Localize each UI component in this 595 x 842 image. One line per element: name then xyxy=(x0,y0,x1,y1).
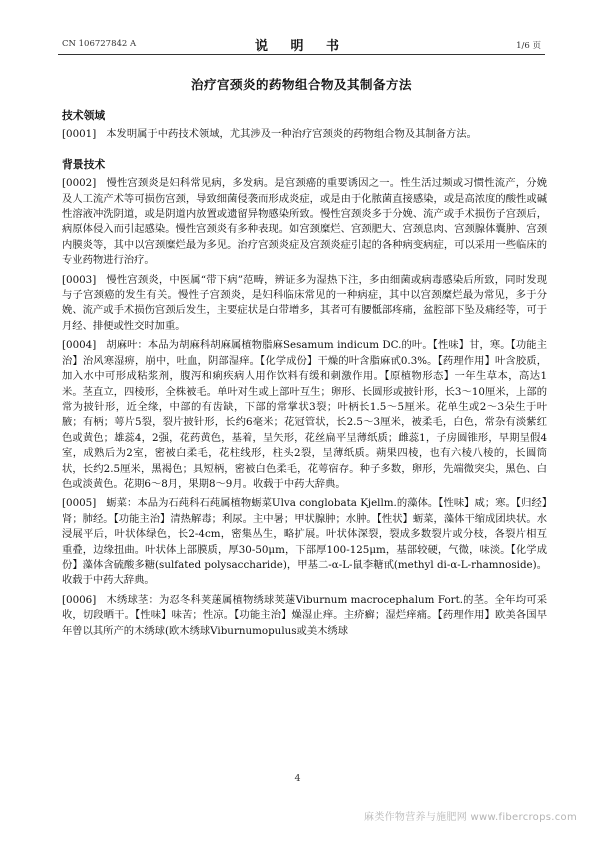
document-body xyxy=(62,108,547,639)
paragraph-number: [0002] xyxy=(62,177,97,190)
page-header xyxy=(58,34,545,55)
paragraph xyxy=(62,273,547,335)
paragraph-number: [0006] xyxy=(62,593,97,606)
paragraph-text: 慢性宫颈炎是妇科常见病，多发病。是宫颈癌的重要诱因之一。性生活过频或习惯性流产，分娩及人工流产术等可损伤宫颈，导致细菌侵袭而形成炎症，或是由于化脓菌直接感染，或是高浓度的酸性或碱性溶液冲洗阴道，或是阴道内放置或遗留异物感染所致。慢性宫颈炎多于分娩、流产或手术损伤子宫颈后，病原体侵入而引起感染。慢性宫颈炎有多种表现。如宫颈糜烂、宫颈肥大、宫颈息肉、宫颈腺体囊肿、宫颈内膜炎等，其中以宫颈糜烂最为多见。治疗宫颈炎症及宫颈炎症引起的各种病变病症，可以采用一些临床的专业药物进行治疗。 xyxy=(62,177,547,267)
paragraph-number: [0003] xyxy=(62,273,97,286)
page-info: 1/6 页 xyxy=(516,41,541,51)
paragraph xyxy=(62,593,547,639)
page-number: 4 xyxy=(294,773,301,784)
paragraph-text: 慢性宫颈炎，中医属“带下病”范畴，辨证多为湿热下注，多由细菌或病毒感染后所致，同时发现与子宫颈癌的发生有关。慢性子宫颈炎，是妇科临床常见的一种病症，其中以宫颈糜烂最为常见，多于分娩、流产或手术损伤宫颈后发生，主要症状是白带增多，其者可有腰骶部疼痛，盆腔部下坠及痛经等，可于月经、排便或性交时加重。 xyxy=(62,273,547,332)
paragraph-text: 木绣球茎：为忍冬科荚蒾属植物绣球荚蒾Viburnum macrocephalum Fort.的茎。全年均可采收，切段晒干。【性味】味苦；性凉。【功能主治】燥湿止痒。主疥癣；湿烂痒痛。【药理作用】欧美各国早年曾以其所产的木绣球(欧木绣球Viburnumopulus或美木绣球 xyxy=(62,593,547,637)
doc-type: 说 明 书 xyxy=(254,39,349,54)
paragraph-number: [0005] xyxy=(62,497,97,510)
document-title: 治疗宫颈炎的药物组合物及其制备方法 xyxy=(190,77,412,92)
paragraph-text: 胡麻叶：本品为胡麻科胡麻属植物脂麻Sesamum indicum DC.的叶。【性味】甘，寒。【功能主治】治风寒湿痹，崩中，吐血，阴部湿痒。【化学成份】干燥的叶含脂麻甙0.3%。【药理作用】叶含胶质，加入水中可形成粘浆剂，腹泻和痢疾病人用作饮料有缓和刺激作用。【原植物形态】一年生草本，高达1米。茎直立，四棱形，全株被毛。单叶对生或上部叶互生；卵形、长圆形或披针形，长3～10厘米，上部的常为披针形，近全缘，中部的有齿缺，下部的常掌状3裂；叶柄长1.5～5厘米。花单生或2～3朵生于叶腋；有柄；萼片5裂，裂片披针形，长约6毫米；花冠管状，长2.5～3厘米，被柔毛，白色，常杂有淡紫红色或黄色；雄蕊4，2强，花药黄色，基着，呈矢形，花丝扁平呈薄纸质；雌蕊1，子房圆锥形，早期呈假4室，成熟后为2室，密被白柔毛，花柱线形，柱头2裂，呈薄纸质。蒴果四棱，也有六棱八棱的，长圆筒状，长约2.5厘米，黑褐色；具短柄，密被白色柔毛，花萼宿存。种子多数，卵形，先端微突尖，黑色、白色或淡黄色。花期6～8月，果期8～9月。收载于中药大辞典。 xyxy=(62,339,547,490)
paragraph-number: [0004] xyxy=(62,339,97,352)
section-heading-background: 背景技术 xyxy=(62,157,106,171)
section-heading-technical-field: 技术领域 xyxy=(62,109,106,122)
paragraph xyxy=(62,338,547,492)
paragraph-text: 本发明属于中药技术领域，尤其涉及一种治疗宫颈炎的药物组合物及其制备方法。 xyxy=(106,128,477,141)
doc-number: CN 106727842 A xyxy=(62,39,137,49)
paragraph xyxy=(62,176,547,268)
watermark-text: 麻类作物营养与施肥网 www.fibercrops.com xyxy=(364,812,577,823)
paragraph-text: 蛎菜：本品为石莼科石莼属植物蛎菜Ulva conglobata Kjellm.的藻体。【性味】咸；寒。【归经】肾；肺经。【功能主治】清热解毒；利尿。主中暑；甲状腺肿；水肿。【性状】蛎菜，藻体干缩成团块状。水浸展平后，叶状体绿色，长2-4cm，密集丛生，略扩展。叶状体深裂，裂成多数裂片或分枝，各裂片相互重叠，边缘扭曲。叶状体上部膜质，厚30-50μm，下部厚100-125μm，基部较硬，气微，味淡。【化学成份】藻体含硫酸多糖(sulfated polysaccharide)，甲基二-α-L-鼠李糖甙(methyl di-α-L-rhamnoside)。收载于中药大辞典。 xyxy=(62,497,547,587)
paragraph xyxy=(62,496,547,588)
paragraph xyxy=(62,127,547,142)
paragraph-number: [0001] xyxy=(62,128,97,141)
